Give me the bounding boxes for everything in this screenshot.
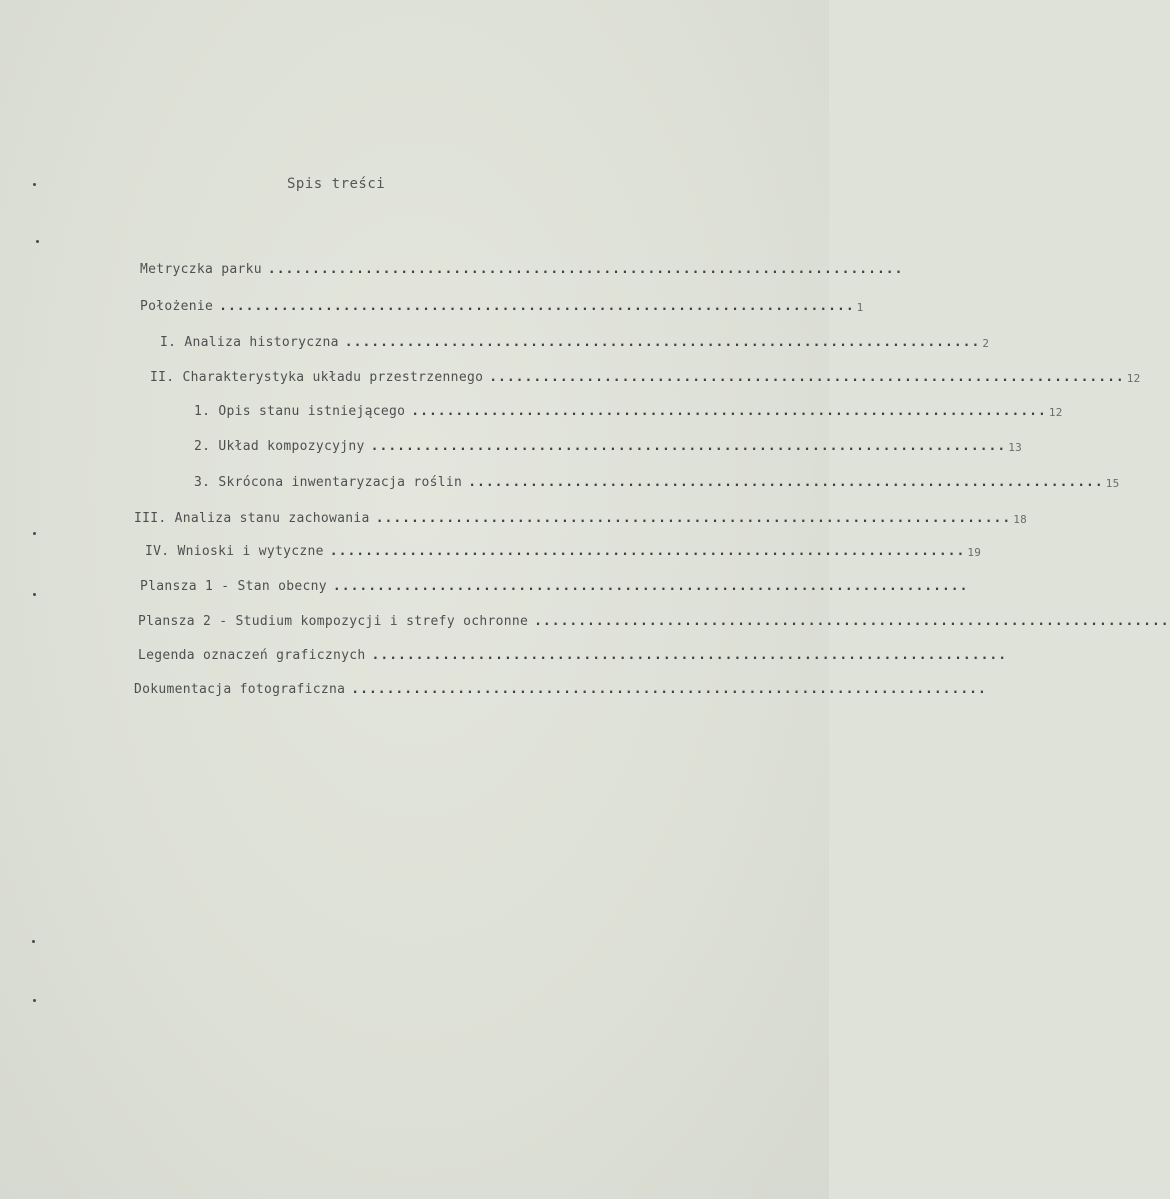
toc-entry-label: Położenie — [140, 299, 214, 314]
leader-dots: ........................................................................ — [351, 682, 987, 697]
toc-entry-label: IV. Wnioski i wytyczne — [145, 544, 324, 559]
toc-entry — [145, 539, 982, 559]
toc-entry-label: Legenda oznaczeń graficznych — [138, 648, 366, 663]
toc-entry — [150, 365, 1141, 385]
leader-dots: ........................................................................ — [375, 511, 1012, 526]
toc-entry-label: 3. Skrócona inwentaryzacja roślin — [194, 475, 463, 490]
toc-entry-page: 19 — [967, 546, 982, 559]
leader-dots: ........................................................................ — [411, 404, 1047, 419]
toc-entry-label: 1. Opis stanu istniejącego — [194, 404, 406, 419]
toc-entry-page: 1 — [856, 301, 864, 314]
leader-dots: ........................................................................ — [219, 299, 855, 314]
toc-entry-label: I. Analiza historyczna — [160, 335, 339, 350]
toc-entry-label: Plansza 1 - Stan obecny — [140, 579, 327, 594]
toc-entry — [194, 434, 1023, 454]
toc-entry — [194, 399, 1063, 419]
toc-entry-page: 2 — [982, 337, 990, 350]
leader-dots: ........................................................................ — [468, 475, 1104, 490]
leader-dots: ........................................................................ — [332, 579, 969, 594]
toc-entry-label: Metryczka parku — [140, 262, 262, 277]
toc-entry-label: II. Charakterystyka układu przestrzennego — [150, 370, 484, 385]
toc-entry-page: 12 — [1048, 406, 1063, 419]
toc-entry — [140, 257, 904, 277]
toc-entry-label: III. Analiza stanu zachowania — [134, 511, 370, 526]
toc-entry — [140, 574, 969, 594]
paper-speck — [33, 532, 36, 535]
toc-entry — [194, 470, 1120, 490]
document-title: Spis treści — [287, 176, 386, 192]
toc-entry-label: Plansza 2 - Studium kompozycji i strefy ochronne — [138, 614, 529, 629]
toc-entry — [140, 294, 864, 314]
leader-dots: ........................................................................ — [329, 544, 966, 559]
toc-entry-page: 13 — [1008, 441, 1023, 454]
toc-entry — [138, 643, 1008, 663]
leader-dots: ........................................................................ — [267, 262, 904, 277]
toc-entry — [160, 330, 990, 350]
toc-entry-label: Dokumentacja fotograficzna — [134, 682, 346, 697]
toc-entry-page: 15 — [1105, 477, 1120, 490]
toc-entry — [134, 677, 987, 697]
leader-dots: ........................................................................ — [370, 439, 1007, 454]
paper-speck — [33, 183, 36, 186]
toc-entry — [134, 506, 1028, 526]
paper-speck — [36, 240, 39, 243]
leader-dots: ........................................................................ — [344, 335, 981, 350]
toc-entry-page: 12 — [1126, 372, 1141, 385]
leader-dots: ........................................................................ — [371, 648, 1008, 663]
paper-speck — [33, 999, 36, 1002]
leader-dots: ........................................................................ — [534, 614, 1170, 629]
toc-entry-page: 18 — [1013, 513, 1028, 526]
toc-entry — [138, 609, 1170, 629]
toc-entry-label: 2. Układ kompozycyjny — [194, 439, 365, 454]
leader-dots: ........................................................................ — [489, 370, 1125, 385]
paper-speck — [33, 593, 36, 596]
paper-speck — [32, 940, 35, 943]
